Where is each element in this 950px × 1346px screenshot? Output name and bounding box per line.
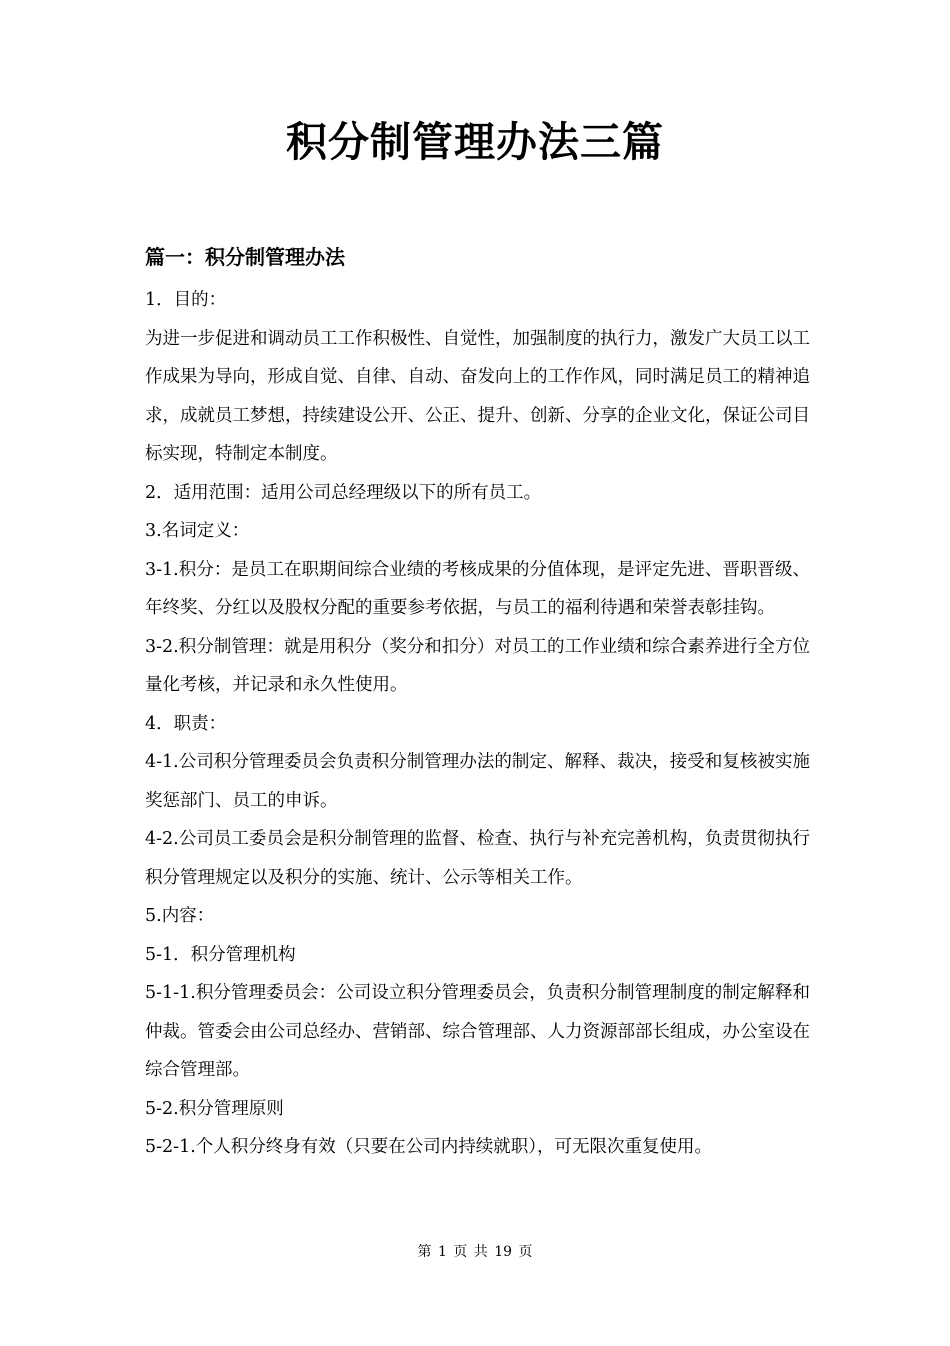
paragraph-principle-1: 5-2-1.个人积分终身有效（只要在公司内持续就职），可无限次重复使用。	[145, 1137, 713, 1157]
document-body	[145, 281, 810, 1167]
document-title: 积分制管理办法三篇	[286, 118, 664, 166]
paragraph-duty-staff-committee: 4-2.公司员工委员会是积分制管理的监督、检查、执行与补充完善机构，负责贯彻执行积分管理规定以及积分的实施、统计、公示等相关工作。	[145, 829, 810, 888]
page-footer: 第 1 页 共 19 页	[417, 1244, 533, 1260]
paragraph-duties-heading: 4．职责：	[145, 713, 227, 734]
paragraph-organization-body: 5-1-1.积分管理委员会：公司设立积分管理委员会，负责积分制管理制度的制定解释和仲裁。管委会由公司总经办、营销部、综合管理部、人力资源部部长组成，办公室设在综合管理部。	[145, 983, 810, 1080]
paragraph-organization-heading: 5-1．积分管理机构	[145, 944, 296, 965]
section-heading: 篇一：积分制管理办法	[145, 245, 345, 269]
paragraph-content-heading: 5.内容：	[145, 906, 215, 926]
paragraph-scope: 2．适用范围：适用公司总经理级以下的所有员工。	[145, 482, 542, 503]
paragraph-definition-points: 3-1.积分：是员工在职期间综合业绩的考核成果的分值体现，是评定先进、晋职晋级、年终奖、分红以及股权分配的重要参考依据，与员工的福利待遇和荣誉表彰挂钩。	[145, 559, 810, 618]
paragraph-definitions-heading: 3.名词定义：	[145, 521, 250, 541]
paragraph-definition-management: 3-2.积分制管理：就是用积分（奖分和扣分）对员工的工作业绩和综合素养进行全方位量化考核，并记录和永久性使用。	[145, 636, 810, 695]
paragraph-duty-committee: 4-1.公司积分管理委员会负责积分制管理办法的制定、解释、裁决，接受和复核被实施奖惩部门、员工的申诉。	[145, 752, 810, 811]
paragraph-purpose-body: 为进一步促进和调动员工工作积极性、自觉性，加强制度的执行力，激发广大员工以工作成果为导向，形成自觉、自律、自动、奋发向上的工作作风，同时满足员工的精神追求，成就员工梦想，持续建设公开、公正、提升、创新、分享的企业文化，保证公司目标实现，特制定本制度。	[145, 328, 810, 464]
paragraph-principles-heading: 5-2.积分管理原则	[145, 1098, 284, 1119]
paragraph-purpose-heading: 1．目的：	[145, 290, 227, 310]
